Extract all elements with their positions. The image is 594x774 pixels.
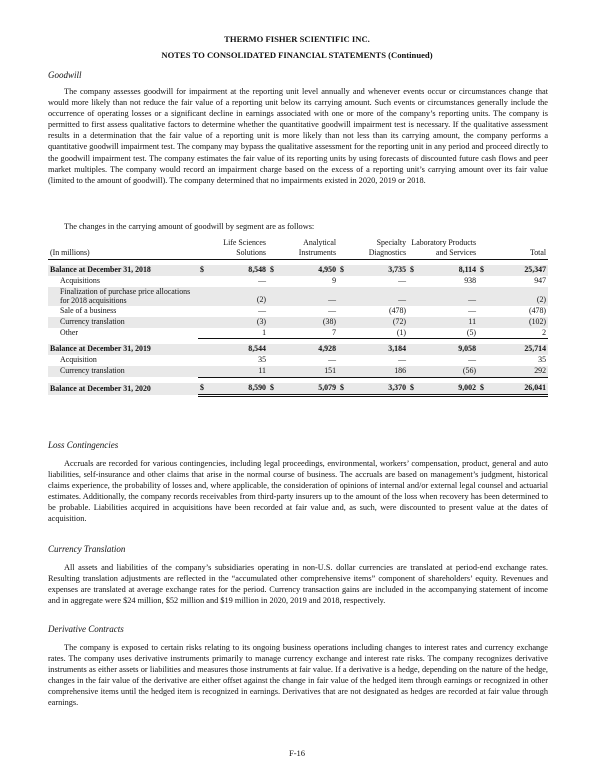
dollar-sign [268,344,278,355]
dollar-sign: $ [478,265,488,276]
cell-value: (478) [388,305,407,315]
cell-value: 11 [208,366,268,377]
currency-translation-paragraph: All assets and liabilities of the company’s subsidiaries operating in non-U.S. dollar currencies are translated at period-end exchange rates. Resulting translation adjustments are reflected in the “accumulated other comprehensive items” component of shareholders’ equity. Revenues and expenses are translated at average exchange rates for the period. Currency transaction gains are included in the accompanying statement of income and in aggregate were $24 million, $52 million and $19 million in 2020, 2019 and 2018, respectively. [48,563,548,606]
dollar-sign [198,328,208,339]
table-row [48,287,548,306]
dollar-sign [268,355,278,366]
section-heading-loss-contingencies: Loss Contingencies [48,440,119,450]
dollar-sign [198,355,208,366]
dollar-sign: $ [268,265,278,276]
dollar-sign [408,366,418,377]
cell-value: (56) [418,366,478,377]
cell-value: 35 [538,355,547,365]
balance-row [48,383,548,395]
goodwill-paragraph: The company assesses goodwill for impairment at the reporting unit level annually and whenever events occur or circumstances change that would more likely than not reduce the fair value of a reporting unit below its carrying amount. Such events or circumstances generally include the occurrence of operating losses or a significant decline in earnings associated with one or more of the company’s reporting units. The company is permitted to first assess qualitative factors to determine whether the quantitative goodwill impairment test is necessary. If the qualitative assessment results in a determination that the fair value of a reporting unit is more likely than not less than its carrying amount, the company performs a quantitative goodwill impairment test. The company may bypass the qualitative assessment for the reporting unit in any period and proceed directly to the goodwill impairment test. The company estimates the fair value of its reporting units by using forecasts of discounted future cash flows and peer market multiples. The company would record an impairment charge based on the excess of a reporting unit’s carrying amount over its fair value (limited to the amount of goodwill). The company determined that no impairments existed in 2020, 2019 or 2018. [48,87,548,185]
dollar-sign: $ [198,265,208,276]
dollar-sign: $ [408,265,418,276]
row-label: Balance at December 31, 2019 [48,344,198,355]
section-heading-goodwill: Goodwill [48,70,82,80]
cell-value: — [328,305,337,315]
section-heading-currency-translation: Currency Translation [48,544,126,554]
balance-row [48,265,548,276]
dollar-sign [338,287,348,306]
row-label: Finalization of purchase price allocations for 2018 acquisitions [48,287,198,306]
cell-value: — [328,355,337,365]
table-row [48,366,548,377]
table-header-row [48,238,548,260]
cell-value: 11 [418,317,478,328]
table-intro: The changes in the carrying amount of goodwill by segment are as follows: [64,222,315,231]
loss-contingencies-paragraph: Accruals are recorded for various contingencies, including legal proceedings, environmental, workers’ compensation, product, general and auto liabilities, self-insurance and other claims that arise in the normal course of business. The accruals are based on management’s judgment, historical claims experience, the probability of losses and, where applicable, the consideration of opinions of internal and/or external legal counsel and actuarial estimates. Additionally, the company records receivables from third-party insurers up to the amount of the loss when recovery has been determined to be probable. Liabilities acquired in acquisitions have been recorded at fair value and, as such, were discounted to present value at the dates of acquisition. [48,459,548,524]
cell-value: 4,928 [278,344,338,355]
table-row [48,306,548,317]
cell-value: (72) [348,317,408,328]
dollar-sign [408,276,418,287]
dollar-sign [478,344,488,355]
cell-value: 8,590 [208,383,268,395]
row-label: Other [60,328,78,338]
section-heading-derivative-contracts: Derivative Contracts [48,624,124,634]
dollar-sign [338,276,348,287]
cell-value: — [278,287,338,306]
column-header: Total [478,238,548,260]
dollar-sign [338,328,348,339]
row-label: Acquisition [60,355,97,365]
table-row [48,355,548,366]
cell-value: 25,347 [488,265,548,276]
dollar-sign: $ [338,383,348,395]
cell-value: — [398,355,407,365]
cell-value: 7 [278,328,338,339]
cell-value: (102) [488,317,548,328]
cell-value: (38) [278,317,338,328]
cell-value: 186 [348,366,408,377]
dollar-sign [338,306,348,317]
column-header: Laboratory Products and Services [408,238,478,260]
row-label: Currency translation [48,317,198,328]
cell-value: (478) [528,305,547,315]
cell-value: — [258,305,267,315]
cell-value: 9 [332,275,337,285]
cell-value: 9,058 [418,344,478,355]
dollar-sign [408,287,418,306]
cell-value: 8,544 [208,344,268,355]
dollar-sign [478,287,488,306]
page-number: F-16 [288,748,306,758]
row-label: Sale of a business [60,305,117,315]
dollar-sign [478,306,488,317]
column-header: Life Sciences Solutions [198,238,268,260]
dollar-sign [268,317,278,328]
cell-value: 25,714 [488,344,548,355]
cell-value: (2) [208,287,268,306]
dollar-sign [408,355,418,366]
dollar-sign [268,287,278,306]
column-header: Specialty Diagnostics [338,238,408,260]
dollar-sign [268,306,278,317]
cell-value: — [258,275,267,285]
derivative-contracts-paragraph: The company is exposed to certain risks relating to its ongoing business operations including changes to interest rates and currency exchange rates. The company uses derivative instruments primarily to manage currency exchange and interest rate risks. The company recognizes derivative instruments as either assets or liabilities and measures those instruments at fair value. If a derivative is a hedge, depending on the nature of the hedge, changes in the fair value of the derivative are either offset against the change in fair value of the hedged item through earnings or recognized in other comprehensive items until the hedged item is recognized in earnings. Derivatives that are not designated as hedges are recorded at fair value through earnings. [48,643,548,708]
dollar-sign [478,276,488,287]
cell-value: (5) [418,328,478,339]
cell-value: — [348,287,408,306]
table-row [48,328,548,339]
company-name: THERMO FISHER SCIENTIFIC INC. [224,34,370,44]
cell-value: 938 [464,275,477,285]
dollar-sign: $ [408,383,418,395]
dollar-sign [198,306,208,317]
dollar-sign [198,344,208,355]
dollar-sign [408,317,418,328]
cell-value: 1 [208,328,268,339]
cell-value: 3,184 [348,344,408,355]
dollar-sign [478,355,488,366]
goodwill-table [48,238,548,397]
cell-value: (3) [208,317,268,328]
dollar-sign [268,276,278,287]
cell-value: — [398,275,407,285]
page-title: NOTES TO CONSOLIDATED FINANCIAL STATEMENTS (Continued) [161,50,433,60]
dollar-sign [408,328,418,339]
balance-row [48,344,548,355]
cell-value: 292 [488,366,548,377]
cell-value: 9,002 [418,383,478,395]
dollar-sign [198,366,208,377]
cell-value: — [468,355,477,365]
dollar-sign [478,317,488,328]
cell-value: 35 [258,355,267,365]
dollar-sign [478,366,488,377]
cell-value: — [468,305,477,315]
cell-value: 947 [534,275,547,285]
dollar-sign [268,366,278,377]
dollar-sign: $ [268,383,278,395]
dollar-sign [198,287,208,306]
table-row [48,276,548,287]
row-label: Currency translation [48,366,198,377]
row-label: Balance at December 31, 2018 [48,265,198,276]
row-label: Acquisitions [60,275,100,285]
cell-value: 3,370 [348,383,408,395]
cell-value: (1) [348,328,408,339]
cell-value: 3,735 [348,265,408,276]
table-row [48,317,548,328]
dollar-sign [338,366,348,377]
dollar-sign [338,355,348,366]
cell-value: 2 [488,328,548,339]
column-header-unit: (In millions) [48,238,198,260]
cell-value: 8,548 [208,265,268,276]
dollar-sign [268,328,278,339]
cell-value: 8,114 [418,265,478,276]
dollar-sign [478,328,488,339]
cell-value: 4,950 [278,265,338,276]
column-header: Analytical Instruments [268,238,338,260]
dollar-sign [198,276,208,287]
dollar-sign [408,306,418,317]
cell-value: 151 [278,366,338,377]
dollar-sign [338,317,348,328]
cell-value: (2) [488,287,548,306]
dollar-sign [338,344,348,355]
dollar-sign [408,344,418,355]
cell-value: 5,079 [278,383,338,395]
dollar-sign [198,317,208,328]
cell-value: — [418,287,478,306]
dollar-sign: $ [338,265,348,276]
dollar-sign: $ [478,383,488,395]
cell-value: 26,041 [488,383,548,395]
dollar-sign: $ [198,383,208,395]
row-label: Balance at December 31, 2020 [48,383,198,395]
